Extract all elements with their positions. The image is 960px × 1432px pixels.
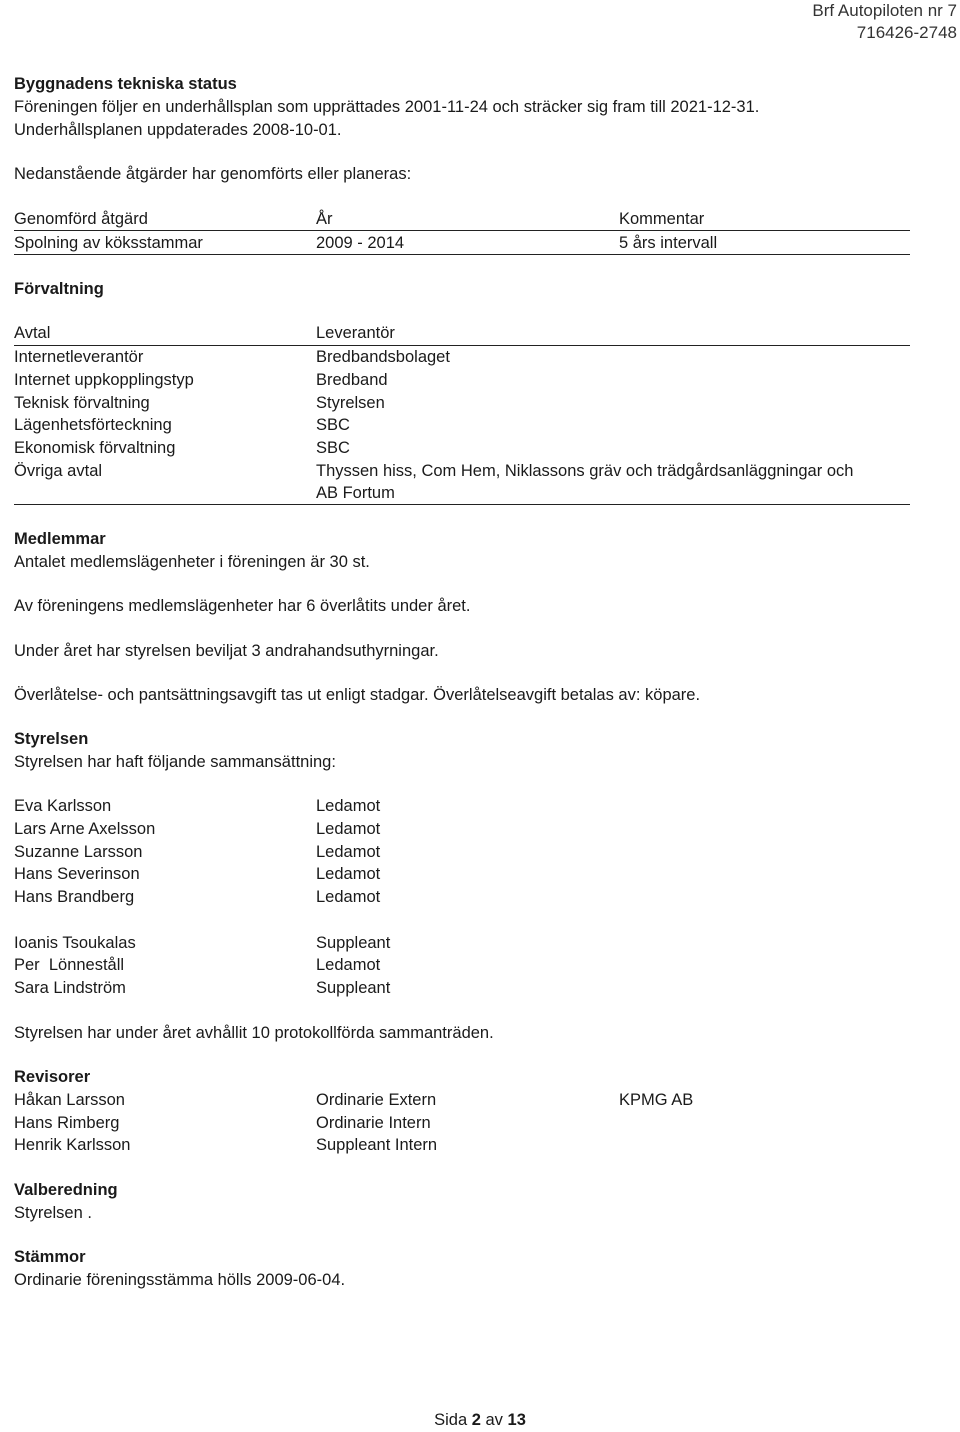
management-supplier: Thyssen hiss, Com Hem, Niklassons gräv och trädgårdsanläggningar och xyxy=(316,462,854,480)
board-member-role: Ledamot xyxy=(316,797,381,815)
board-member-name: Hans Severinson xyxy=(14,865,140,883)
auditor-role: Ordinarie Intern xyxy=(316,1114,431,1132)
auditor-name: Håkan Larsson xyxy=(14,1091,125,1109)
management-header-supplier: Leverantör xyxy=(316,324,395,342)
board-member-role: Ledamot xyxy=(316,956,381,974)
auditors-heading: Revisorer xyxy=(14,1068,91,1086)
document-header xyxy=(812,0,957,44)
management-contract: Övriga avtal xyxy=(14,462,103,480)
management-supplier: Bredbandsbolaget xyxy=(316,348,450,366)
board-member-role: Ledamot xyxy=(316,865,381,883)
management-contract: Lägenhetsförteckning xyxy=(14,416,172,434)
management-supplier: Styrelsen xyxy=(316,394,385,412)
members-text: Överlåtelse- och pantsättningsavgift tas ut enligt stadgar. Överlåtelseavgift betalas av: köpare. xyxy=(14,686,701,704)
auditor-name: Hans Rimberg xyxy=(14,1114,120,1132)
board-member-role: Ledamot xyxy=(316,888,381,906)
board-member-role: Suppleant xyxy=(316,979,391,997)
management-contract: Teknisk förvaltning xyxy=(14,394,150,412)
board-heading: Styrelsen xyxy=(14,730,89,748)
management-supplier: SBC xyxy=(316,439,350,457)
auditor-firm: KPMG AB xyxy=(619,1091,694,1109)
table-rule xyxy=(14,504,910,505)
building-heading: Byggnadens tekniska status xyxy=(14,75,237,93)
meetings-heading: Stämmor xyxy=(14,1248,86,1266)
members-text: Av föreningens medlemslägenheter har 6 överlåtits under året. xyxy=(14,597,471,615)
nomination-text: Styrelsen . xyxy=(14,1204,92,1222)
board-member-role: Ledamot xyxy=(316,820,381,838)
management-header-contract: Avtal xyxy=(14,324,51,342)
footer-page-total: 13 xyxy=(507,1411,526,1429)
management-supplier-continued: AB Fortum xyxy=(316,484,395,502)
members-text: Antalet medlemslägenheter i föreningen är 30 st. xyxy=(14,553,370,571)
board-meetings-text: Styrelsen har under året avhållit 10 protokollförda sammanträden. xyxy=(14,1024,494,1042)
org-number: 716426-2748 xyxy=(856,23,957,42)
table-rule xyxy=(14,254,910,255)
board-member-name: Suzanne Larsson xyxy=(14,843,143,861)
management-supplier: Bredband xyxy=(316,371,388,389)
actions-header-comment: Kommentar xyxy=(619,210,705,228)
management-supplier: SBC xyxy=(316,416,350,434)
footer-separator: av xyxy=(485,1411,503,1429)
building-text-2: Underhållsplanen uppdaterades 2008-10-01. xyxy=(14,121,342,139)
nomination-heading: Valberedning xyxy=(14,1181,118,1199)
actions-header-year: År xyxy=(316,210,333,228)
actions-cell: 5 års intervall xyxy=(619,234,718,252)
auditor-role: Suppleant Intern xyxy=(316,1136,438,1154)
members-text: Under året har styrelsen beviljat 3 andrahandsuthyrningar. xyxy=(14,642,439,660)
board-member-name: Ioanis Tsoukalas xyxy=(14,934,136,952)
table-rule xyxy=(14,345,910,346)
board-member-role: Ledamot xyxy=(316,843,381,861)
actions-cell: Spolning av köksstammar xyxy=(14,234,203,252)
actions-cell: 2009 - 2014 xyxy=(316,234,405,252)
building-text-1: Föreningen följer en underhållsplan som upprättades 2001-11-24 och sträcker sig fram till 2021-12-31. xyxy=(14,98,760,116)
footer-page-number: 2 xyxy=(471,1411,481,1429)
meetings-text: Ordinarie föreningsstämma hölls 2009-06-04. xyxy=(14,1271,346,1289)
management-contract: Internet uppkopplingstyp xyxy=(14,371,194,389)
board-member-name: Per Lönneståll xyxy=(14,956,125,974)
management-contract: Ekonomisk förvaltning xyxy=(14,439,176,457)
members-heading: Medlemmar xyxy=(14,530,106,548)
actions-intro: Nedanstående åtgärder har genomförts eller planeras: xyxy=(14,165,412,183)
org-name: Brf Autopiloten nr 7 xyxy=(812,1,957,20)
board-member-name: Eva Karlsson xyxy=(14,797,112,815)
management-contract: Internetleverantör xyxy=(14,348,144,366)
board-intro: Styrelsen har haft följande sammansättning: xyxy=(14,753,336,771)
board-member-name: Lars Arne Axelsson xyxy=(14,820,156,838)
auditor-name: Henrik Karlsson xyxy=(14,1136,131,1154)
footer-prefix: Sida xyxy=(434,1411,468,1429)
page-footer xyxy=(0,1409,960,1432)
table-rule xyxy=(14,230,910,231)
board-member-role: Suppleant xyxy=(316,934,391,952)
board-member-name: Hans Brandberg xyxy=(14,888,135,906)
board-member-name: Sara Lindström xyxy=(14,979,126,997)
auditor-role: Ordinarie Extern xyxy=(316,1091,437,1109)
management-heading: Förvaltning xyxy=(14,280,104,298)
actions-header-action: Genomförd åtgärd xyxy=(14,210,148,228)
